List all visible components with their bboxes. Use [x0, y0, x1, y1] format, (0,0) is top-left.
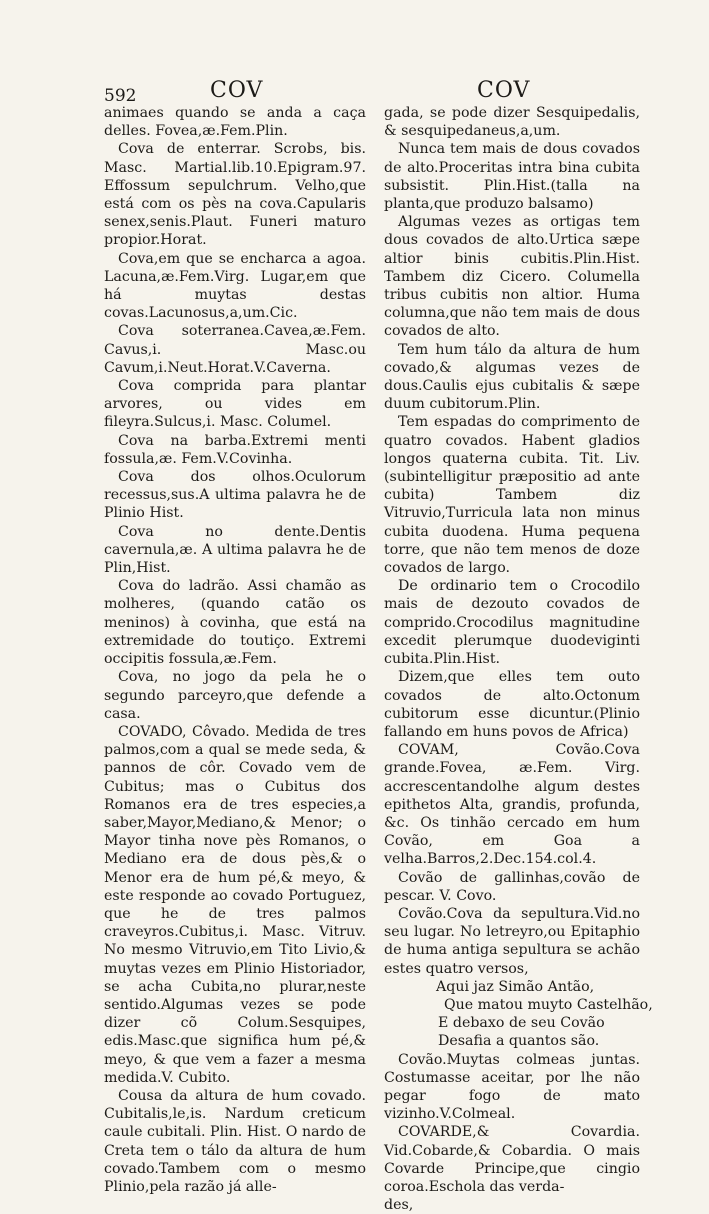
- verse-line: Desafia a quantos são.: [438, 1033, 600, 1050]
- entry-paragraph: Tem espadas do comprimento de quatro covados. Habent gladios longos quaterna cubita. Tit. Liv. (subintelligitur præpositio ad ante cubita) Tambem diz Vitruvio,Turricula lata non minus cubita duodena. Huma pequena torre, que não tem menos de doze covados de largo.: [384, 414, 640, 577]
- entry-paragraph: animaes quando se anda a caça delles. Fovea,æ.Fem.Plin.: [104, 105, 366, 140]
- entry-paragraph: Cova, no jogo da pela he o segundo parceyro,que defende a casa.: [104, 669, 366, 722]
- verse-line: Aqui jaz Simão Antão,: [436, 978, 595, 995]
- entry-paragraph: Cova do ladrão. Assi chamão as molheres, (quando catão os meninos) à covinha, que está na extremidade do toutiço. Extremi occipitis fossula,æ.Fem.: [104, 578, 366, 668]
- entry-paragraph: Cova dos olhos.Oculorum recessus,sus.A ultima palavra he de Plinio Hist.: [104, 469, 366, 522]
- entry-paragraph: Covão.Cova da sepultura.Vid.no seu lugar. No letreyro,ou Epitaphio de huma antiga sepultura se achão estes quatro versos,: [384, 905, 640, 977]
- left-column: [104, 104, 366, 1196]
- entry-paragraph: Algumas vezes as ortigas tem dous covados de alto.Urtica sæpe altior binis cubitis.Plin.Hist. Tambem diz Cicero. Columella tribus cubitis non altior. Huma columna,que não tem mais de dous covados de alto.: [384, 214, 640, 340]
- headword-entry-covarde: COVARDE,& Covardia. Vid.Cobarde,& Cobardia. O mais Covarde Principe,que cingio coroa.Eschola das verda-: [384, 1124, 640, 1195]
- page-number: 592: [104, 86, 137, 106]
- entry-paragraph: Covão.Muytas colmeas juntas. Costumasse aceitar, por lhe não pegar fogo de mato vizinho.V.Colmeal.: [384, 1051, 640, 1123]
- entry-paragraph: Covão de gallinhas,covão de pescar. V. Covo.: [384, 869, 640, 904]
- entry-paragraph: Cova de enterrar. Scrobs, bis. Masc. Martial.lib.10.Epigram.97. Effossum sepulchrum. Velho,que está com os pès na cova.Capularis senex,senis.Plaut. Funeri maturo propior.Horat.: [104, 141, 366, 249]
- entry-paragraph: De ordinario tem o Crocodilo mais de dezouto covados de comprido.Crocodilus magnitudine excedit plerumque duodeviginti cubita.Plin.Hist.: [384, 578, 640, 668]
- entry-paragraph: Cova na barba.Extremi menti fossula,æ. Fem.V.Covinha.: [104, 432, 366, 467]
- entry-paragraph: Tem hum tálo da altura de hum covado,& algumas vezes de dous.Caulis ejus cubitalis & sæpe duum cubitorum.Plin.: [384, 341, 640, 413]
- entry-paragraph: gada, se pode dizer Sesquipedalis, & sesquipedaneus,a,um.: [384, 105, 640, 140]
- right-column: [384, 104, 653, 1214]
- headword-entry-covam: COVAM, Covão.Cova grande.Fovea, æ.Fem. Virg. accrescentandolhe algum destes epithetos Alta, grandis, profunda, &c. Os tinhão cercado em hum Covão, em Goa a velha.Barros,2.Dec.154.col.4.: [384, 742, 640, 868]
- verse-line: E debaxo de seu Covão: [438, 1015, 605, 1032]
- entry-paragraph: Nunca tem mais de dous covados de alto.Proceritas intra bina cubita subsistit. Plin.Hist.(talla na planta,que produzo balsamo): [384, 141, 640, 213]
- entry-paragraph: Dizem,que elles tem outo covados de alto.Octonum cubitorum esse dicuntur.(Plinio fallando em huns povos de Africa): [384, 669, 640, 740]
- entry-paragraph: Cova comprida para plantar arvores, ou vides em fileyra.Sulcus,i. Masc. Columel.: [104, 378, 366, 431]
- entry-paragraph: Cova soterranea.Cavea,æ.Fem. Cavus,i. Masc.ou Cavum,i.Neut.Horat.V.Caverna.: [104, 323, 366, 376]
- entry-paragraph: Cova,em que se encharca a agoa. Lacuna,æ.Fem.Virg. Lugar,em que há muytas destas covas.Lacunosus,a,um.Cic.: [104, 250, 366, 322]
- running-head-right: COV: [477, 78, 531, 103]
- epitaph-verse: [436, 978, 653, 1051]
- entry-paragraph: Cova no dente.Dentis cavernula,æ. A ultima palavra he de Plin,Hist.: [104, 523, 366, 577]
- running-head-left: COV: [210, 78, 264, 103]
- entry-paragraph: Cousa da altura de hum covado. Cubitalis,le,is. Nardum creticum caule cubitali. Plin. Hist. O nardo de Creta tem o tálo da altura de hum covado.Tambem com o mesmo Plinio,pela razão já alle-: [104, 1087, 366, 1195]
- verse-line: Que matou muyto Castelhão,: [444, 996, 653, 1013]
- catchword: des,: [384, 1197, 414, 1214]
- headword-entry-covado: COVADO, Côvado. Medida de tres palmos,com a qual se mede seda, & pannos de côr. Covado vem de Cubitus; mas o Cubitus dos Romanos era de tres especies,a saber,Mayor,Mediano,& Menor; o Mayor tinha nove pès Romanos, o Mediano era de dous pès,& o Menor era de hum pé,& meyo, & este responde ao covado Portuguez, que he de tres palmos craveyros.Cubitus,i. Masc. Vitruv. No mesmo Vitruvio,em Tito Livio,& muytas vezes em Plinio Historiador, se acha Cubita,no plurar,neste sentido.Algumas vezes se pode dizer cõ Colum.Sesquipes, edis.Masc.que significa hum pé,& meyo, & que vem a fazer a mesma medida.V. Cubito.: [104, 723, 366, 1086]
